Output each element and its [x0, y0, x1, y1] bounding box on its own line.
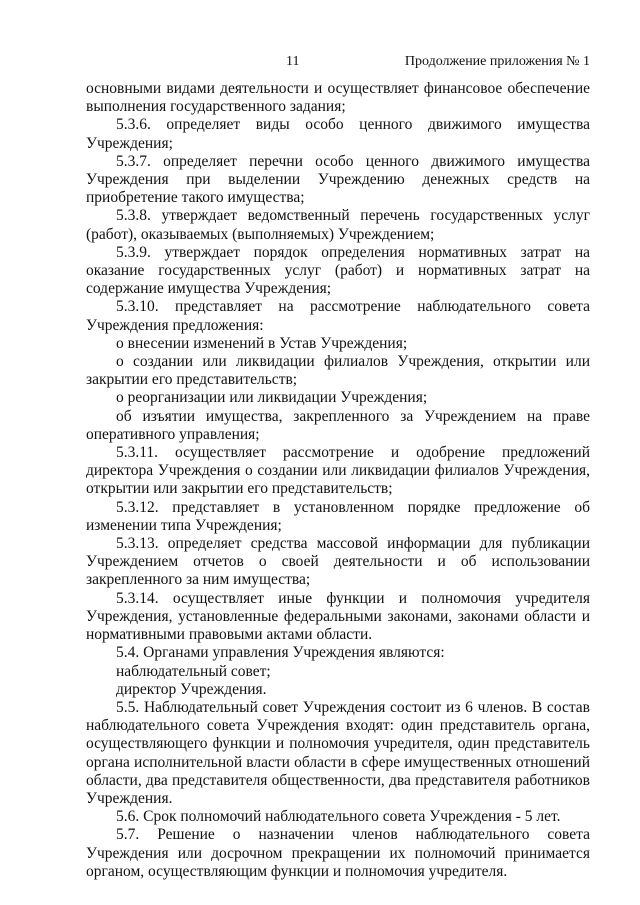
paragraph: о внесении изменений в Устав Учреждения;	[116, 334, 408, 352]
document-body	[86, 80, 590, 881]
paragraph: 5.3.8. утверждает ведомственный перечень государственных услуг (работ), оказываемых (выполняемых) Учреждением;	[86, 207, 590, 243]
paragraph: 5.3.13. определяет средства массовой информации для публикации Учреждением отчетов о своей деятельности и об использовании закрепленного за ним имущества;	[86, 535, 590, 589]
paragraph: 5.3.10. представляет на рассмотрение наблюдательного совета Учреждения предложения:	[86, 298, 590, 334]
paragraph: основными видами деятельности и осуществляет финансовое обеспечение выполнения государственного задания;	[86, 80, 590, 116]
paragraph: 5.4. Органами управления Учреждения являются:	[116, 644, 445, 662]
paragraph: 5.3.9. утверждает порядок определения нормативных затрат на оказание государственных услуг (работ) и нормативных затрат на содержание имущества Учреждения;	[86, 243, 590, 298]
paragraph: 5.3.6. определяет виды особо ценного движимого имущества Учреждения;	[86, 116, 590, 152]
paragraph: 5.3.14. осуществляет иные функции и полномочия учредителя Учреждения, установленные федеральными законами, законами области и нормативными правовыми актами области.	[86, 589, 590, 644]
appendix-note: Продолжение приложения № 1	[404, 54, 590, 69]
paragraph: 5.3.12. представляет в установленном порядке предложение об изменении типа Учреждения;	[86, 498, 590, 534]
paragraph: 5.5. Наблюдательный совет Учреждения состоит из 6 членов. В состав наблюдательного совета Учреждения входят: один представитель органа, осуществляющего функции и полномочия учредителя, один представитель органа исполнительной власти области в сфере имущественных отношений области, два представителя общественности, два представителя работников Учреждения.	[86, 698, 590, 807]
paragraph: о создании или ликвидации филиалов Учреждения, открытии или закрытии его представительств;	[86, 353, 590, 389]
paragraph: директор Учреждения.	[116, 680, 267, 698]
page-number: 11	[286, 54, 300, 69]
paragraph: об изъятии имущества, закрепленного за Учреждением на праве оперативного управления;	[86, 407, 590, 443]
paragraph: о реорганизации или ликвидации Учреждения;	[116, 389, 428, 407]
paragraph: наблюдательный совет;	[116, 662, 271, 680]
paragraph: 5.6. Срок полномочий наблюдательного совета Учреждения - 5 лет.	[116, 808, 561, 826]
paragraph: 5.3.7. определяет перечни особо ценного движимого имущества Учреждения при выделении Учреждению денежных средств на приобретение такого имущества;	[86, 152, 590, 207]
paragraph: 5.3.11. осуществляет рассмотрение и одобрение предложений директора Учреждения о создании или ликвидации филиалов Учреждения, открытии или закрытии его представительств;	[86, 444, 590, 498]
paragraph: 5.7. Решение о назначении членов наблюдательного совета Учреждения или досрочном прекращении их полномочий принимается органом, осуществляющим функции и полномочия учредителя.	[86, 826, 590, 880]
